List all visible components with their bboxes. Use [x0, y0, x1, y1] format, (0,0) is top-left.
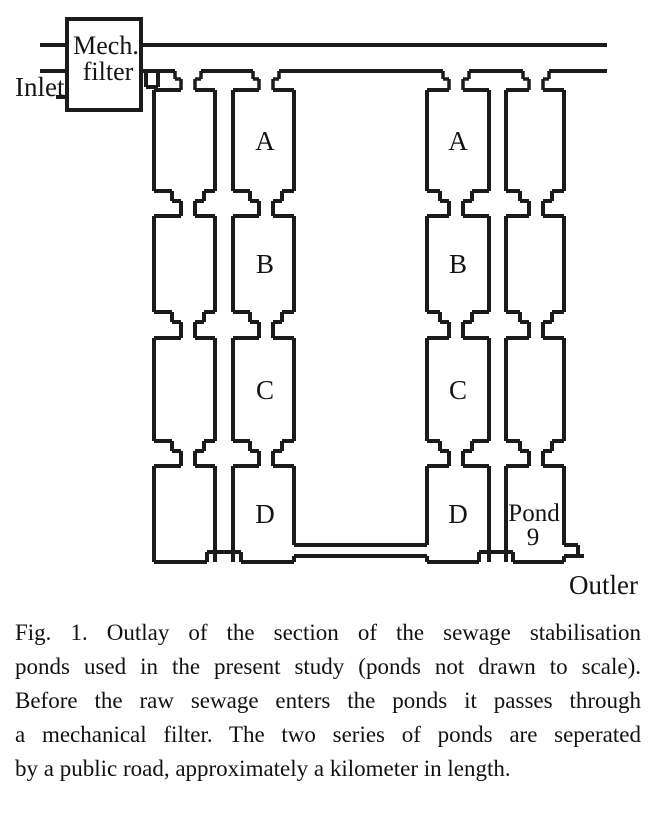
outlet-label: Outler: [569, 570, 638, 600]
caption-line-3: Before the raw sewage enters the ponds it passes through: [15, 688, 641, 713]
caption-line-2: ponds used in the present study (ponds not drawn to scale).: [15, 654, 641, 679]
pond-label-right-b: B: [448, 249, 468, 279]
ponds-left-column-1: [154, 90, 241, 562]
caption-line-1: Fig. 1. Outlay of the section of the sewage stabilisation: [15, 620, 641, 645]
ponds-right-column-1: [427, 90, 513, 562]
mech-filter-label-line1: Mech.: [73, 31, 139, 60]
caption-line-5: by a public road, approximately a kilometer in length.: [15, 756, 511, 781]
pond-label-left-d: D: [255, 499, 275, 529]
pond-label-right-a: A: [448, 126, 468, 156]
ponds-left-column-2: [233, 90, 294, 562]
pond-label-left-b: B: [255, 249, 275, 279]
pipe-neck-connectors: [175, 71, 549, 90]
mech-filter-label-line2: filter: [82, 57, 134, 86]
pond9-label-line1: Pond: [508, 500, 560, 527]
pond-label-left-a: A: [255, 126, 275, 156]
figure-caption: [0, 606, 655, 786]
bottom-cross-pipe: [294, 545, 427, 556]
caption-line-4: a mechanical filter. The two series of ponds are seperated: [15, 722, 641, 747]
pond-label-right-d: D: [448, 499, 468, 529]
pond9-label-line2: 9: [526, 524, 540, 551]
pond-label-right-c: C: [448, 375, 468, 405]
outlet-pipe-stub: [564, 545, 584, 556]
pond-label-left-c: C: [255, 375, 275, 405]
ponds-right-column-2: [506, 90, 564, 562]
inlet-label: Inlet: [15, 72, 65, 102]
